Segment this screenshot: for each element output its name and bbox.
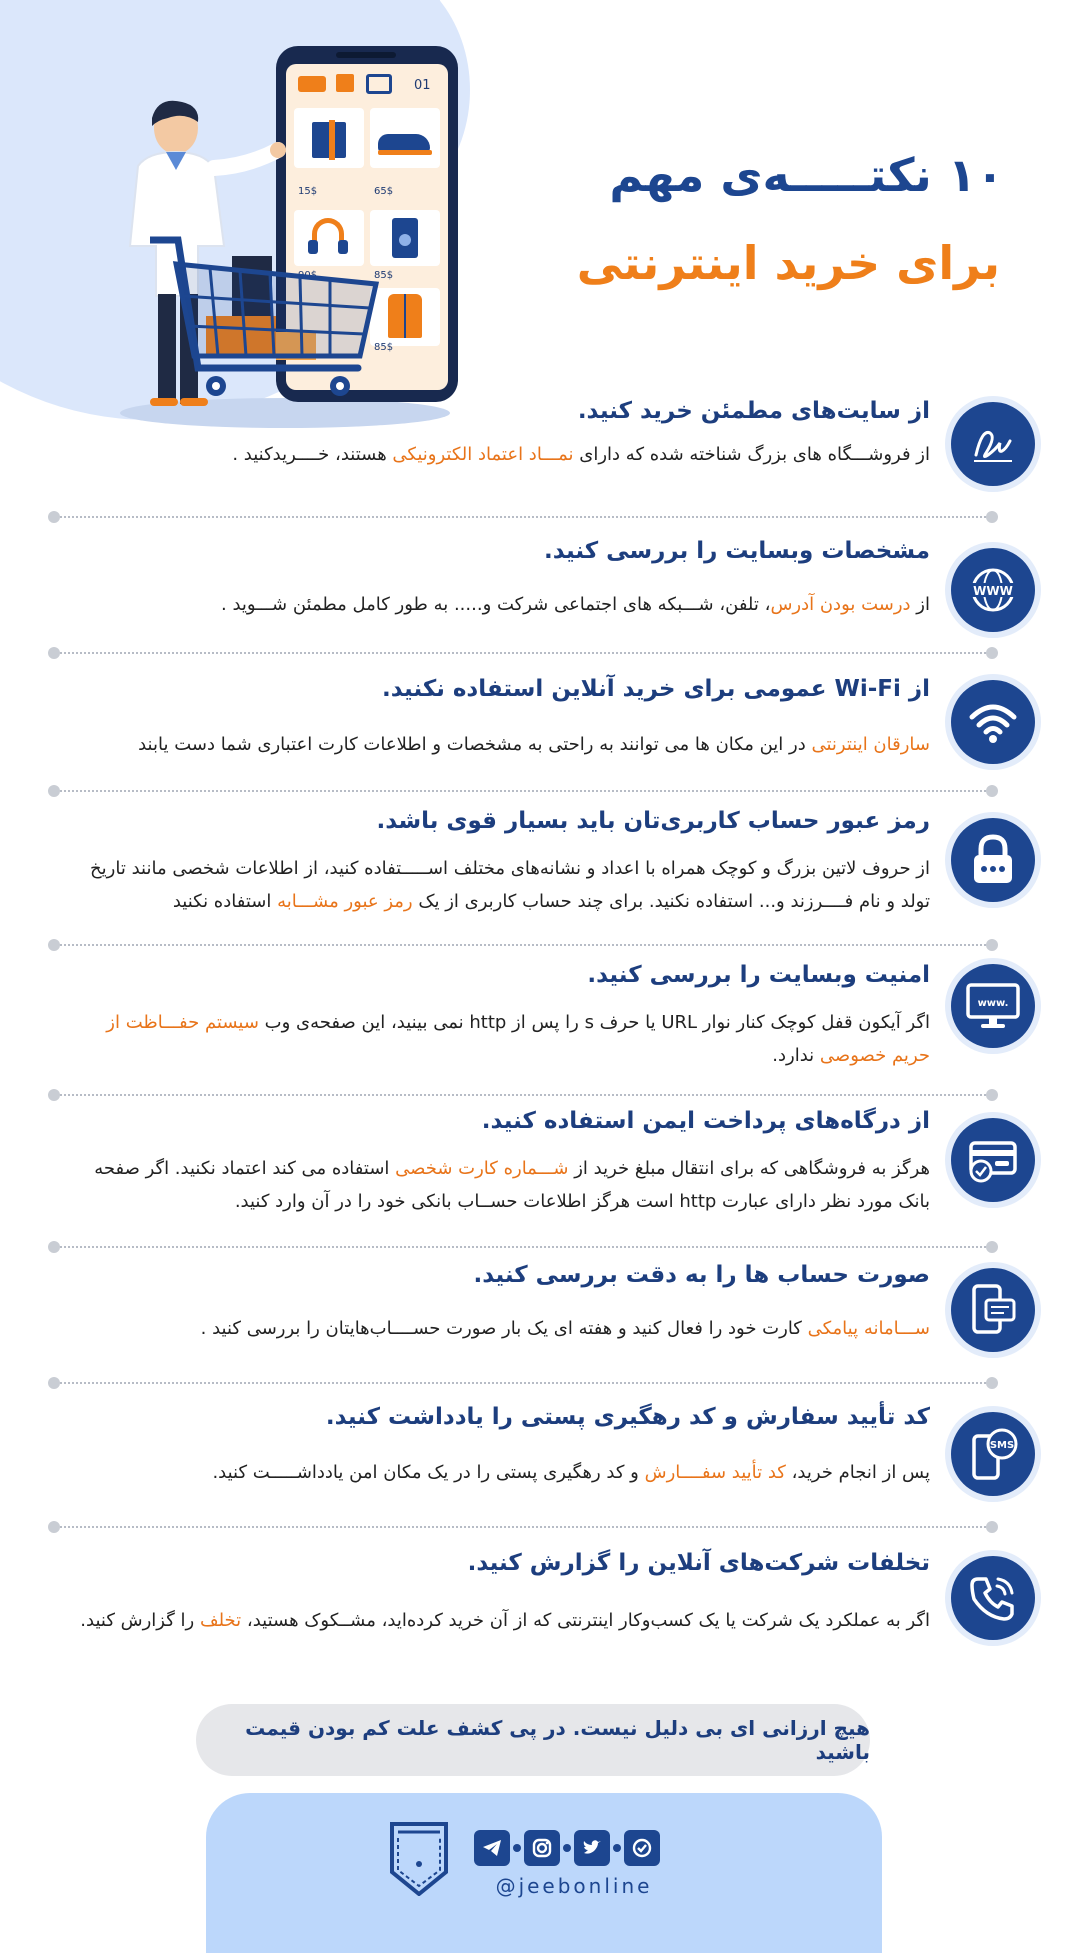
dotted-divider [56,652,990,654]
tip-body [70,1312,930,1345]
svg-text:SMS: SMS [989,1440,1015,1451]
highlighted-text: سارقان اینترنتی [811,734,930,755]
body-text: و کد رهگیری پستی را در یک مکان امن یادداشـــــت کنید. [212,1462,645,1483]
tip-body [70,1456,930,1489]
tip-body [70,1152,930,1218]
lock-icon [951,818,1035,902]
tip-title: امنیت وبسایت را بررسی کنید. [587,962,930,988]
tip-title: رمز عبور حساب کاربری‌تان باید بسیار قوی باشد. [376,808,930,834]
speaker-cone [399,234,411,246]
highlighted-text: شـــماره کارت شخصی [395,1158,569,1179]
body-text: ، تلفن، شـــبکه های اجتماعی شرکت و..... به طور کامل مطمئن شـــوید . [221,594,771,615]
price-label: 15$ [298,186,318,197]
tip-body [70,438,930,471]
dotted-divider [56,1246,990,1248]
social-links [474,1830,660,1866]
www-globe-icon [951,548,1035,632]
monitor-www-icon [951,964,1035,1048]
card-icon [298,76,326,92]
page-subtitle: برای خرید اینترنتی [576,236,1000,290]
product-tile [370,288,440,346]
tip-title: کد تأیید سفارش و کد رهگیری پستی را یادداشت کنید. [325,1404,930,1430]
highlighted-text: نمـــاد اعتماد الکترونیکی [392,444,574,465]
svg-text:WWW: WWW [973,584,1013,598]
separator-dot [613,1844,621,1852]
body-text: اگر به عملکرد یک شرکت یا یک کسب‌وکار اینترنتی که از آن خرید کرده‌اید، مشــکوک هستید، [241,1610,930,1631]
price-label: 85$ [374,270,394,281]
tip-title: تخلفات شرکت‌های آنلاین را گزارش کنید. [467,1550,930,1576]
twitter-icon[interactable] [574,1830,610,1866]
wifi-icon [951,680,1035,764]
tip-title: از Wi-Fi عمومی برای خرید آنلاین استفاده نکنید. [382,676,930,702]
body-text: استفاده نکنید [172,891,278,912]
basket-icon [366,74,392,94]
body-text: کارت خود را فعال کنید و هفته ای یک بار صورت حســــاب‌هایتان را بررسی کنید . [200,1318,808,1339]
phone-badge: 01 [414,78,431,93]
jacket-zip [404,294,406,338]
pocket-logo-icon [390,1822,448,1896]
gift-icon [336,74,354,92]
body-text: از [910,594,930,615]
body-text: ندارد. [772,1045,820,1066]
body-text: از فروشـــگاه های بزرگ شناخته شده که دارای [573,444,930,465]
svg-text:www.: www. [977,998,1009,1009]
product-tile [370,210,440,266]
body-text: را گزارش کنید. [80,1610,200,1631]
dotted-divider [56,1094,990,1096]
instagram-icon[interactable] [524,1830,560,1866]
price-label: 65$ [374,186,394,197]
body-text: پس از انجام خرید، [785,1462,930,1483]
dotted-divider [56,516,990,518]
shopping-cart-illustration [150,236,380,416]
tip-body [70,1006,930,1072]
dotted-divider [56,944,990,946]
highlighted-text: رمز عبور مشـــابه [277,891,413,912]
tip-title: مشخصات وبسایت را بررسی کنید. [544,538,930,564]
highlighted-text: درست بودن آدرس [770,594,911,615]
box-ribbon [329,120,335,160]
tip-body [70,1604,930,1637]
highlighted-text: کد تأیید سفــــارش [644,1462,786,1483]
phone-call-icon [951,1556,1035,1640]
body-text: اگر آیکون قفل کوچک کنار نوار URL یا حرف s را پس از http نمی بینید، این صفحه‌ی وب [258,1012,930,1033]
body-text: هستند، خــــریدکنید . [232,444,393,465]
social-handle[interactable]: @jeebonline [495,1874,653,1898]
tip-body [70,728,930,761]
phone-notch [336,52,396,58]
shoe-sole [378,150,432,155]
highlighted-text: تخلف [199,1610,242,1631]
body-text: از حروف لاتین بزرگ و کوچک همراه با اعداد و نشانه‌های مختلف اســـــتفاده کنید، از اطلاعات شخصی مانند تاریخ تولد و نام فــــرزند و... استفاده نکنید. برای چند حساب کاربری از یک [90,858,930,912]
body-text: هرگز به فروشگاهی که برای انتقال مبلغ خرید از [568,1158,930,1179]
dotted-divider [56,1382,990,1384]
sms-phone-icon [951,1412,1035,1496]
footer-quote: هیچ ارزانی ای بی دلیل نیست. در پی کشف علت کم بودن قیمت باشید [196,1704,870,1776]
check-badge-icon[interactable] [624,1830,660,1866]
separator-dot [563,1844,571,1852]
body-text: استفاده می کند اعتماد نکنید. اگر صفحه بانک مورد نظر دارای عبارت http است هرگز اطلاعات حســاب بانکی خود را در آن وارد کنید. [94,1158,930,1212]
dotted-divider [56,790,990,792]
tip-body [70,852,930,918]
tip-title: از درگاه‌های پرداخت ایمن استفاده کنید. [481,1108,930,1134]
dotted-divider [56,1526,990,1528]
signature-icon [951,402,1035,486]
page-title: ۱۰ نکتـــــه‌ی مهم [609,148,1004,202]
mobile-bill-icon [951,1268,1035,1352]
highlighted-text: ســـامانه پیامکی [807,1318,930,1339]
footer-panel [206,1793,882,1953]
price-label: 85$ [374,342,394,353]
tip-body [70,588,930,621]
highlighted-text: سیستم حفـــاظت از حریم خصوصی [106,1012,930,1066]
separator-dot [513,1844,521,1852]
secure-card-icon [951,1118,1035,1202]
tip-title: از سایت‌های مطمئن خرید کنید. [577,398,930,424]
telegram-icon[interactable] [474,1830,510,1866]
product-tile [294,108,364,168]
product-tile [370,108,440,168]
tip-title: صورت حساب ها را به دقت بررسی کنید. [473,1262,930,1288]
body-text: در این مکان ها می توانند به راحتی به مشخصات و اطلاعات کارت اعتباری شما دست یابند [138,734,812,755]
